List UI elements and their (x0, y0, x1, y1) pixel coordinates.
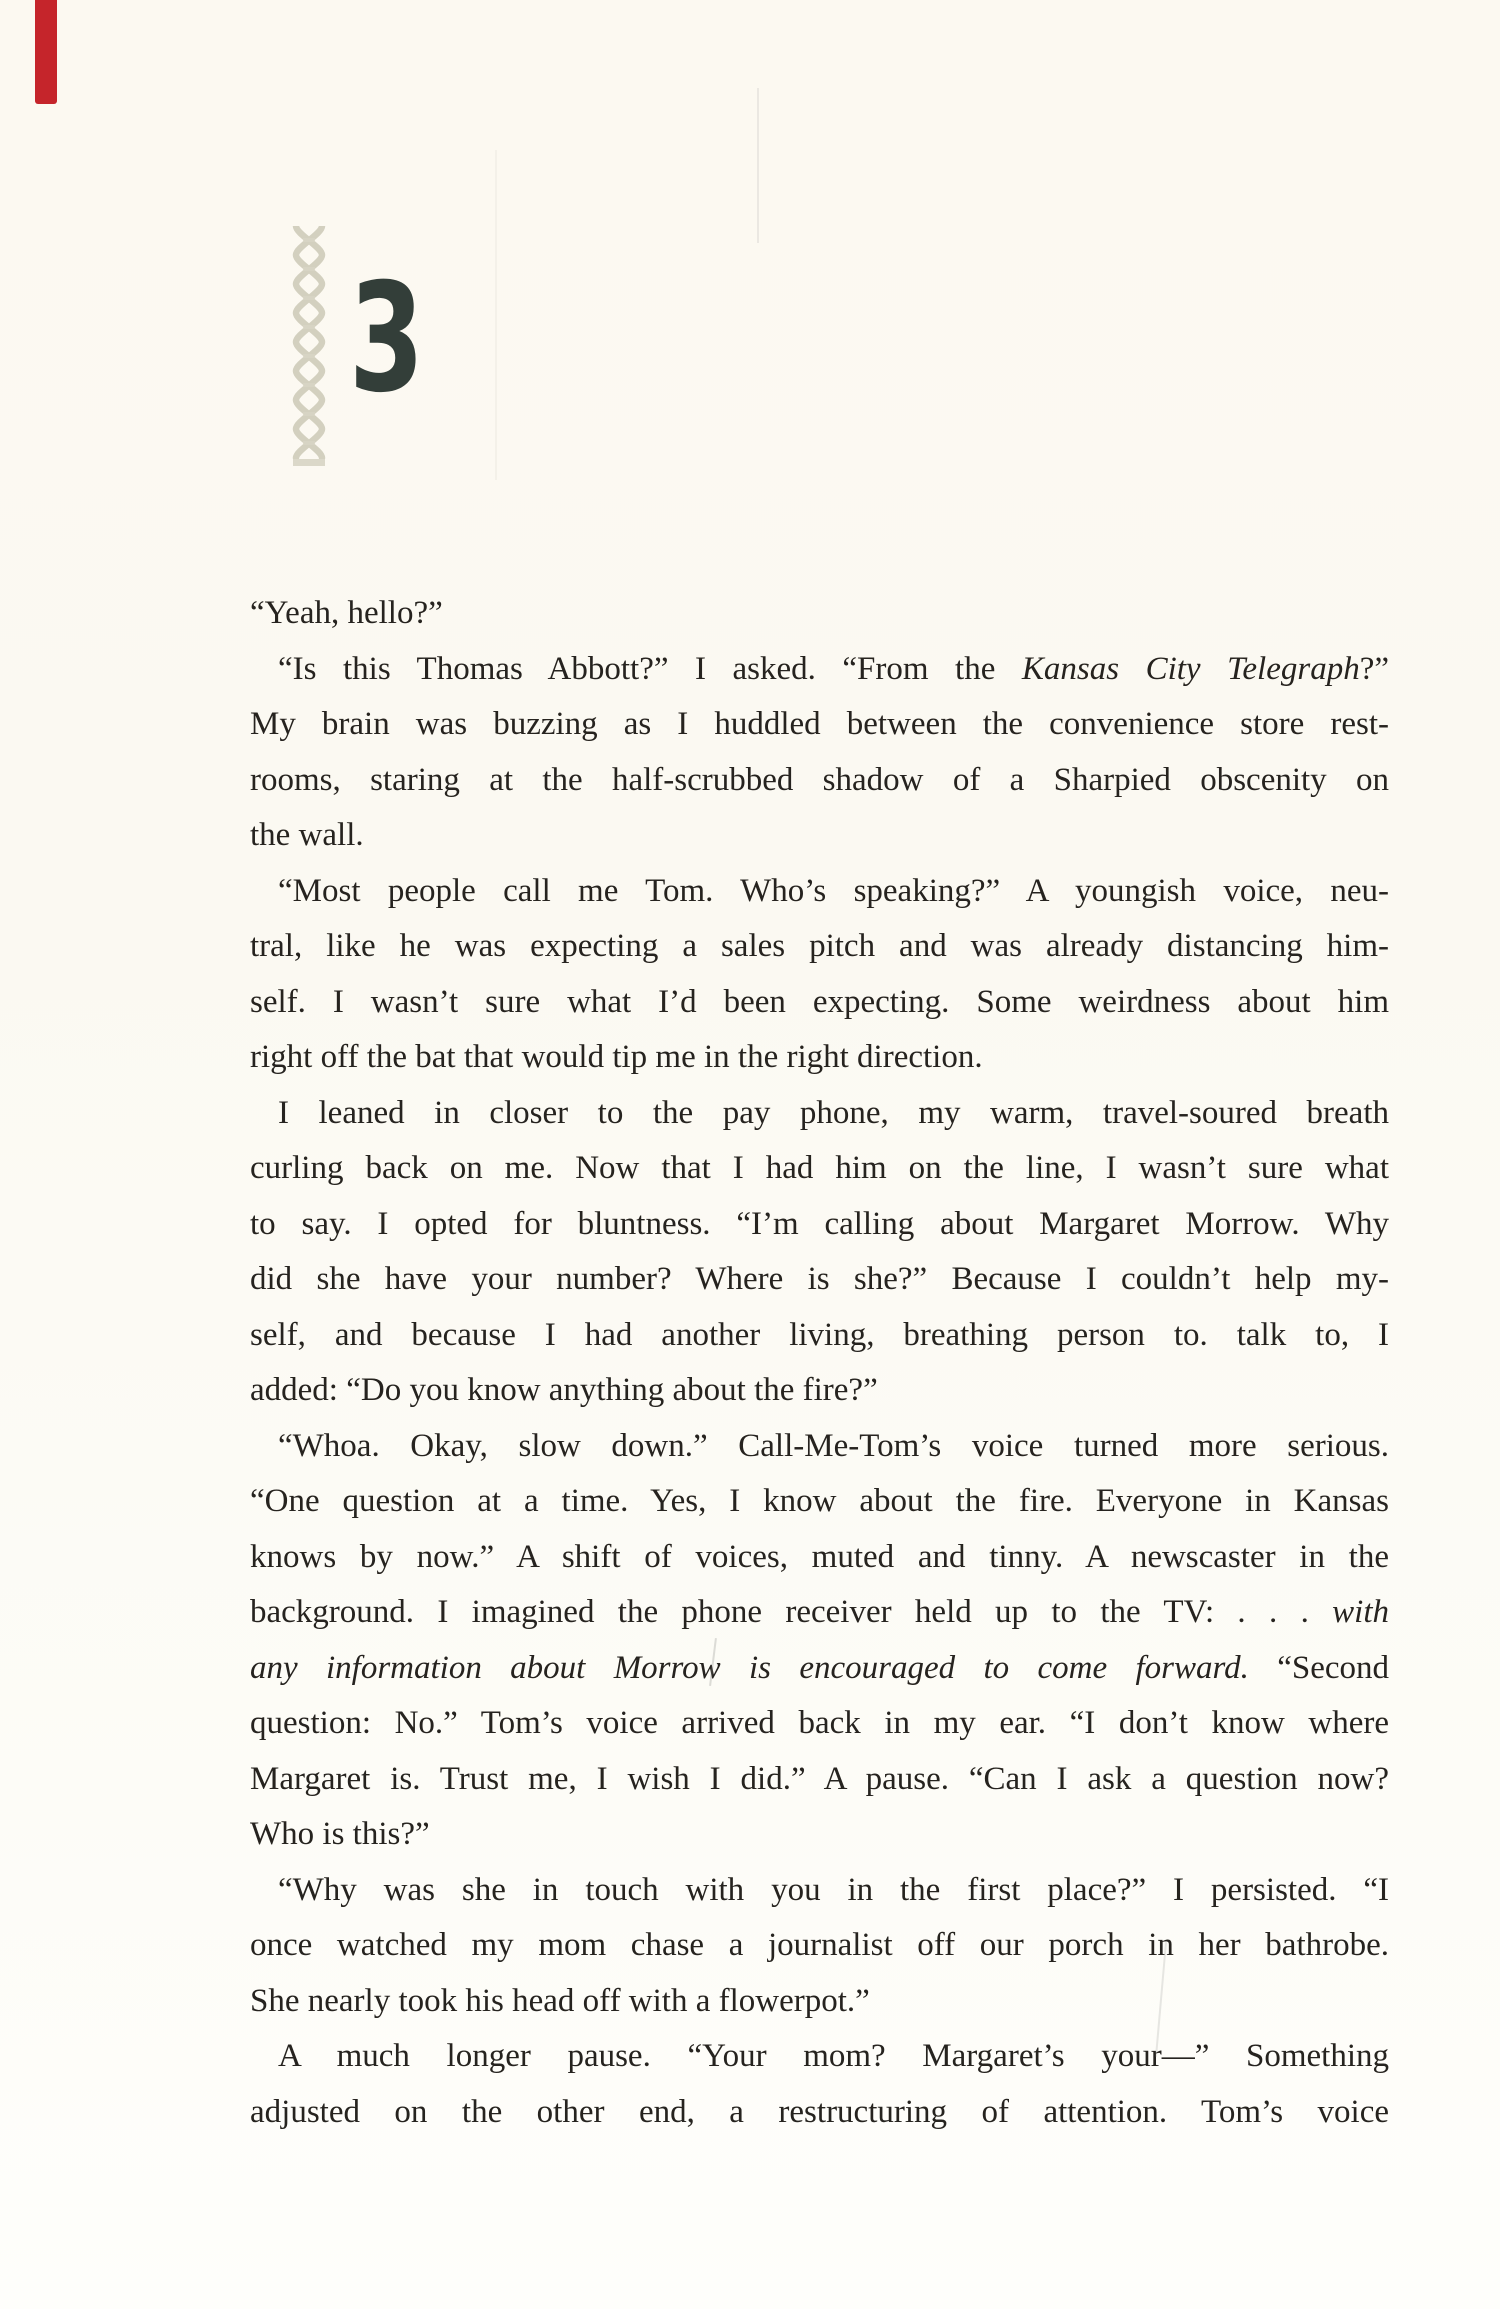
text-line: once watched my mom chase a journalist off our porch in her bathrobe. (250, 1927, 1389, 1963)
text-line: adjusted on the other end, a restructuring of attention. Tom’s voice (250, 2093, 1389, 2130)
text-line: tral, like he was expecting a sales pitch and was already distancing him- (250, 928, 1389, 964)
text-line: background. I imagined the phone receiver held up to the TV: . . . with (250, 1594, 1389, 1630)
chapter-number: 3 (349, 252, 425, 426)
text-line: self, and because I had another living, breathing person to. talk to, I (250, 1316, 1389, 1353)
dna-helix-icon (292, 226, 326, 466)
text-line: “One question at a time. Yes, I know about the fire. Everyone in Kansas (250, 1483, 1389, 1519)
text-line: Who is this?” (250, 1816, 430, 1852)
text-line: Margaret is. Trust me, I wish I did.” A pause. “Can I ask a question now? (250, 1760, 1389, 1797)
red-edge-mark (35, 0, 57, 104)
text-line: question: No.” Tom’s voice arrived back in my ear. “I don’t know where (250, 1705, 1389, 1741)
text-line: the wall. (250, 817, 364, 853)
text-line: “Most people call me Tom. Who’s speaking?” A youngish voice, neu- (278, 872, 1389, 909)
text-line: She nearly took his head off with a flowerpot.” (250, 1982, 870, 2019)
text-line: added: “Do you know anything about the fire?” (250, 1372, 878, 1408)
text-line: I leaned in closer to the pay phone, my warm, travel-soured breath (278, 1094, 1389, 1131)
scan-artifact (495, 150, 497, 480)
text-line: “Whoa. Okay, slow down.” Call-Me-Tom’s voice turned more serious. (278, 1427, 1389, 1464)
text-line: “Yeah, hello?” (250, 595, 443, 631)
text-line: “Why was she in touch with you in the first place?” I persisted. “I (278, 1871, 1389, 1908)
text-line: curling back on me. Now that I had him on the line, I wasn’t sure what (250, 1150, 1389, 1186)
body-text (250, 586, 1389, 2140)
text-line: “Is this Thomas Abbott?” I asked. “From the Kansas City Telegraph?” (278, 650, 1389, 687)
text-line: My brain was buzzing as I huddled between the convenience store rest- (250, 706, 1389, 742)
text-line: rooms, staring at the half-scrubbed shadow of a Sharpied obscenity on (250, 761, 1389, 798)
text-line: knows by now.” A shift of voices, muted and tinny. A newscaster in the (250, 1538, 1389, 1575)
text-line: did she have your number? Where is she?” Because I couldn’t help my- (250, 1261, 1389, 1297)
text-line: right off the bat that would tip me in the right direction. (250, 1039, 983, 1075)
text-line: to say. I opted for bluntness. “I’m calling about Margaret Morrow. Why (250, 1205, 1389, 1242)
text-line: self. I wasn’t sure what I’d been expecting. Some weirdness about him (250, 983, 1389, 1020)
scan-artifact (757, 88, 759, 243)
text-line: A much longer pause. “Your mom? Margaret’s your—” Something (278, 2038, 1389, 2074)
text-line: any information about Morrow is encouraged to come forward. “Second (250, 1649, 1389, 1686)
